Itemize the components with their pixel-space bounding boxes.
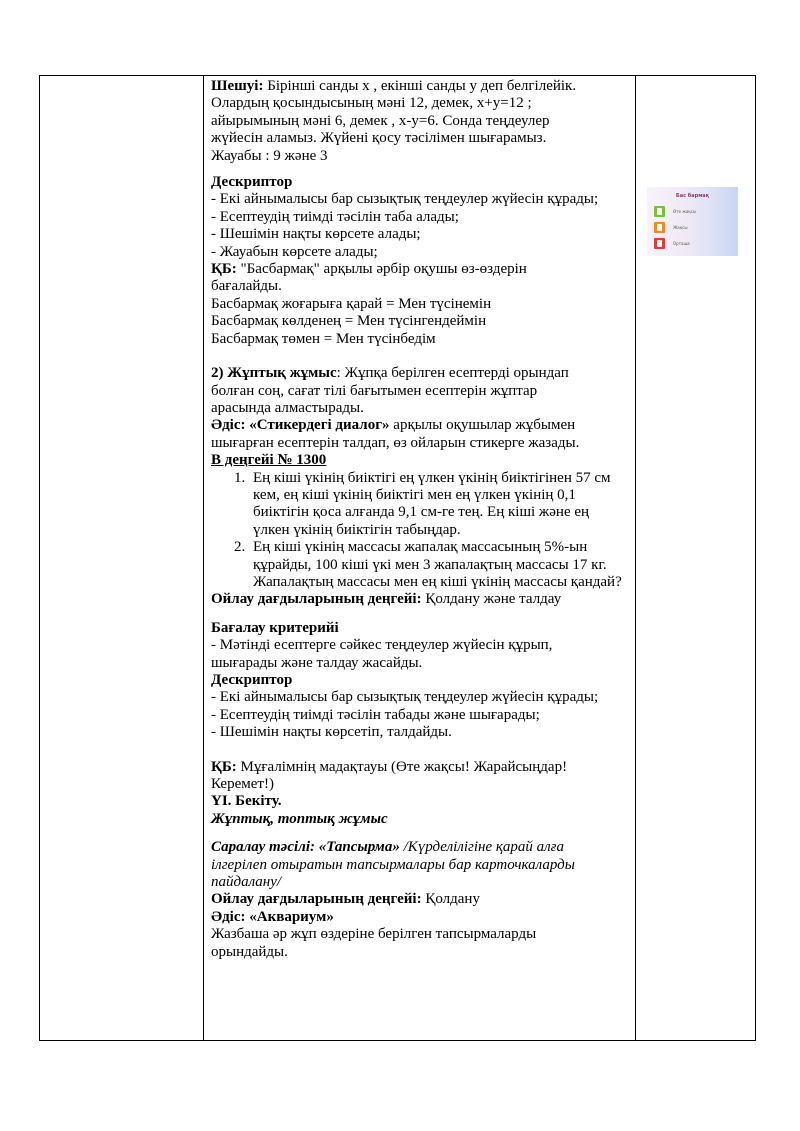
descriptor-item: - Шешімін нақты көрсетіп, талдайды.: [211, 724, 452, 741]
thumbs-side-icon: [654, 222, 665, 233]
descriptor-heading: Дескриптор: [211, 672, 293, 688]
task-list: [211, 470, 629, 592]
skill-level-line: [211, 891, 629, 908]
rating-row: [654, 222, 734, 234]
solution-label: Шешуі:: [211, 78, 264, 94]
thumb-rule: Басбармақ көлденең = Мен түсінгендеймін: [211, 313, 487, 330]
thumbs-up-icon: [654, 206, 665, 217]
section-heading: ҮІ. Бекіту.: [211, 793, 282, 810]
thumb-rule: Басбармақ төмен = Мен түсінбедім: [211, 330, 436, 347]
method-label: Әдіс: «Стикердегі диалог»: [211, 417, 390, 434]
pair-work-paragraph: [211, 365, 629, 382]
slide-title: Бас бармақ: [675, 193, 710, 199]
assessment-paragraph: [211, 759, 629, 776]
pair-work-text: болған соң, сағат тілі бағытымен есептерін жұптар: [211, 382, 538, 399]
differentiation-text: ілгерілеп отыратын тапсырмалары бар карточкаларды: [211, 856, 575, 873]
skill-level-value: Қолдану және талдау: [421, 591, 562, 608]
method-text: шығарған есептерін талдап, өз ойларын стикерге жазады.: [211, 434, 580, 451]
criteria-text: шығарады және талдау жасайды.: [211, 654, 423, 671]
differentiation-text: /Күрделілігіне қарай алға: [399, 839, 565, 856]
assessment-text: Мұғалімнің мадақтауы (Өте жақсы! Жарайсыңдар!: [236, 758, 568, 775]
solution-paragraph: [211, 78, 629, 95]
differentiation-label: Саралау тәсілі: «Тапсырма»: [211, 839, 400, 856]
final-text: орындайды.: [211, 943, 288, 960]
section-subtitle: Жұптық, топтық жұмыс: [211, 810, 388, 827]
skill-level-label: Ойлау дағдыларының деңгейі:: [211, 891, 422, 908]
rating-label: Орташа: [673, 241, 690, 246]
stage-column-cell: [40, 76, 204, 1041]
descriptor-heading: Дескриптор: [211, 174, 293, 191]
method-text: арқылы оқушылар жұбымен: [389, 417, 576, 434]
assessment-paragraph: [211, 261, 629, 278]
descriptor-item: - Екі айнымалысы бар сызықтық теңдеулер жүйесін құрады;: [211, 191, 599, 208]
final-text: Жазбаша әр жұп өздеріне берілген тапсырмаларды: [211, 926, 537, 943]
descriptor-item: - Екі айнымалысы бар сызықтық теңдеулер жүйесін құрады;: [211, 689, 599, 706]
skill-level-value: Қолдану: [421, 891, 480, 908]
assessment-label: ҚБ:: [211, 758, 237, 775]
answer-line: Жауабы : 9 және 3: [211, 147, 328, 164]
spacer: [211, 165, 629, 174]
task-item: 2. Ең кіші үкінің массасы жапалақ массасының 5%-ын құрайды, 100 кіші үкі мен 3 жапалақтың массасы 17 кг. Жапалақтың массасы мен ең кіші үкінің массасы қандай?: [249, 539, 629, 591]
pair-work-text: : Жұпқа берілген есептерді орындап: [336, 365, 569, 382]
solution-line: Олардың қосындысының мәні 12, демек, х+у=12 ;: [211, 95, 532, 112]
thumb-rule: Басбармақ жоғарыға қарай = Мен түсінемін: [211, 295, 492, 312]
rating-row: [654, 238, 734, 250]
assessment-label: ҚБ:: [211, 261, 237, 278]
thumbs-down-icon: [654, 238, 665, 249]
skill-level-label: Ойлау дағдыларының деңгейі:: [211, 591, 422, 608]
method-label: Әдіс: «Аквариум»: [211, 908, 334, 925]
differentiation-paragraph: [211, 839, 629, 856]
descriptor-item: - Шешімін нақты көрсете алады;: [211, 226, 421, 243]
spacer: [211, 609, 629, 620]
differentiation-text: пайдалану/: [211, 874, 282, 891]
solution-line: жүйесін аламыз. Жүйені қосу тәсілімен шығарамыз.: [211, 130, 547, 147]
pair-work-label: 2) Жұптық жұмыс: [211, 365, 337, 382]
activity-column-cell: [204, 76, 636, 1041]
spacer: [211, 828, 629, 839]
thumbs-rating-slide-thumbnail: [647, 187, 738, 256]
descriptor-item: - Жауабын көрсете алады;: [211, 243, 378, 260]
assessment-text: "Басбармақ" арқылы әрбір оқушы өз-өздерін: [236, 261, 527, 278]
spacer: [211, 742, 629, 759]
activity-content: [204, 76, 635, 961]
assessment-text: бағалайды.: [211, 278, 282, 295]
solution-line: айырымының мәні 6, демек , х-у=6. Сонда теңдеулер: [211, 112, 550, 129]
criteria-heading: Бағалау критерийі: [211, 619, 339, 636]
level-heading: В деңгейі № 1300: [211, 452, 327, 469]
method-paragraph: [211, 417, 629, 434]
rating-row: [654, 206, 734, 218]
spacer: [211, 348, 629, 365]
descriptor-item: - Есептеудің тиімді тәсілін табады және шығарады;: [211, 706, 540, 723]
descriptor-item: - Есептеудің тиімді тәсілін таба алады;: [211, 208, 459, 225]
task-item: 1. Ең кіші үкінің биіктігі ең үлкен үкінің биіктігінен 57 см кем, ең кіші үкінің биіктігі мен ең үлкен үкінің 0,1 биіктігін қоса алғанда 9,1 см-ге тең. Ең кіші және ең үлкен үкінің биіктігін табыңдар.: [249, 470, 629, 540]
rating-label: Жақсы: [673, 225, 688, 230]
solution-line: Бірінші санды х , екінші санды у деп белгілейік.: [263, 78, 577, 94]
criteria-text: - Мәтінді есептерге сәйкес теңдеулер жүйесін құрып,: [211, 637, 553, 654]
pair-work-text: арасында алмастырады.: [211, 399, 364, 416]
assessment-text: Керемет!): [211, 776, 274, 793]
rating-label: Өте жақсы: [673, 209, 697, 214]
skill-level-line: [211, 591, 629, 608]
